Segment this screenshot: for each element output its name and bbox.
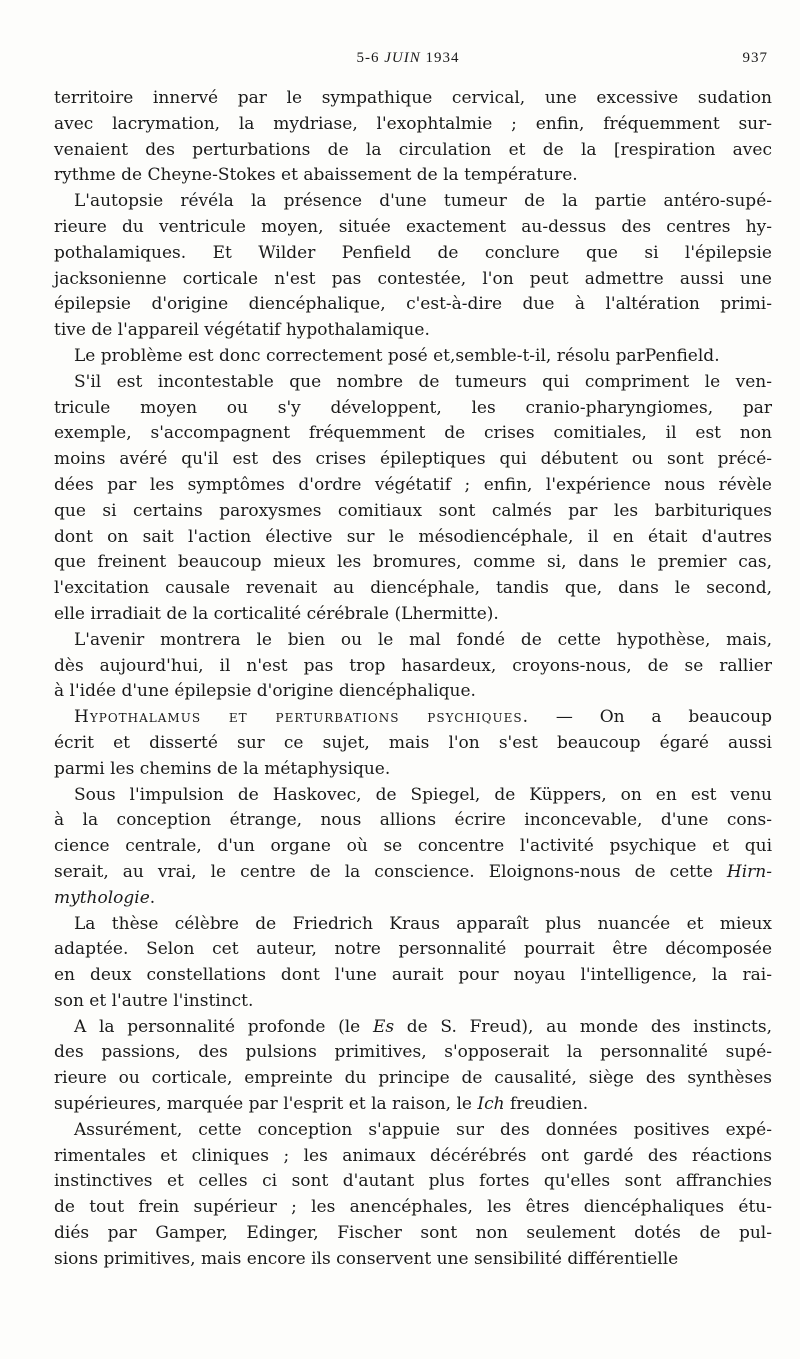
line-text: sions primitives, mais encore ils conservent une sensibilité différentielle: [54, 1248, 679, 1269]
line-text: exemple, s'accompagnent fréquemment de crises comitiales, il est non: [54, 423, 772, 444]
text-line: [54, 860, 772, 886]
text-line: [54, 138, 772, 164]
text-line: [54, 912, 772, 938]
line-text: dées par les symptômes d'ordre végétatif ; enfin, l'expérience nous révèle: [54, 474, 772, 495]
line-text: L'avenir montrera le bien ou le mal fondé de cette hypothèse, mais,: [74, 629, 772, 650]
text-line: [54, 783, 772, 809]
text-line: [54, 215, 772, 241]
line-text: Assurément, cette conception s'appuie sur des données positives expé-: [74, 1119, 772, 1140]
text-line: [54, 447, 772, 473]
line-text: en deux constellations dont l'une aurait pour noyau l'intelligence, la rai-: [54, 965, 772, 986]
line-text: instinctives et celles ci sont d'autant plus fortes qu'elles sont affranchies: [54, 1171, 772, 1192]
text-line: [54, 421, 772, 447]
text-line: [54, 1015, 772, 1041]
line-text: S'il est incontestable que nombre de tumeurs qui compriment le ven-: [74, 371, 772, 392]
text-line: [54, 267, 772, 293]
text-line: [54, 937, 772, 963]
line-text: .: [149, 887, 156, 908]
text-line: [54, 834, 772, 860]
italic-term: mythologie: [54, 887, 150, 908]
text-line: [54, 1247, 772, 1273]
line-text: Le problème est donc correctement posé et,semble-t-il, résolu parPenfield.: [74, 345, 720, 366]
line-text: Sous l'impulsion de Haskovec, de Spiegel, de Küppers, on en est venu: [74, 784, 772, 805]
text-line: [54, 989, 772, 1015]
line-text: territoire innervé par le sympathique cervical, une excessive sudation: [54, 88, 772, 108]
text-line: [54, 1066, 772, 1092]
text-line: [54, 189, 772, 215]
page-number: 937: [742, 50, 768, 66]
text-line: [54, 1221, 772, 1247]
text-line: [54, 525, 772, 551]
text-line: [54, 318, 772, 344]
text-line: [54, 396, 772, 422]
line-text: dès aujourd'hui, il n'est pas trop hasardeux, croyons-nous, de se rallier: [54, 655, 772, 676]
line-text: tricule moyen ou s'y développent, les cranio-pharyngiomes, par: [54, 397, 772, 418]
line-text: moins avéré qu'il est des crises épileptiques qui débutent ou sont précé-: [54, 449, 772, 470]
line-text: — On a beaucoup: [529, 707, 773, 728]
text-line: [54, 1169, 772, 1195]
text-line: [54, 731, 772, 757]
line-text: A la personnalité profonde (le: [74, 1016, 373, 1037]
section-heading: Hypothalamus et perturbations psychiques.: [74, 707, 530, 728]
text-line: [54, 1144, 772, 1170]
line-text: elle irradiait de la corticalité cérébrale (Lhermitte).: [54, 603, 499, 624]
running-header: [48, 50, 768, 72]
line-text: l'excitation causale revenait au diencéphale, tandis que, dans le second,: [54, 578, 772, 599]
line-text: La thèse célèbre de Friedrich Kraus apparaît plus nuancée et mieux: [74, 913, 772, 934]
text-line: [54, 576, 772, 602]
text-line: [54, 163, 772, 189]
line-text: parmi les chemins de la métaphysique.: [54, 758, 391, 779]
line-text: freudien.: [504, 1094, 589, 1115]
text-line: [54, 679, 772, 705]
italic-term: Hirn-: [726, 861, 772, 882]
text-line: [54, 241, 772, 267]
text-line: [54, 370, 772, 396]
line-text: à l'idée d'une épilepsie d'origine diencéphalique.: [54, 681, 476, 702]
italic-term: Es: [372, 1016, 395, 1037]
text-line: [54, 602, 772, 628]
line-text: écrit et disserté sur ce sujet, mais l'on s'est beaucoup égaré aussi: [54, 732, 772, 753]
text-line: [54, 1092, 772, 1118]
text-line: [54, 963, 772, 989]
text-line: [54, 1118, 772, 1144]
line-text: de tout frein supérieur ; les anencéphales, les êtres diencéphaliques étu-: [54, 1197, 772, 1218]
text-line: [54, 344, 772, 370]
line-text: dont on sait l'action élective sur le mésodiencéphale, il en était d'autres: [54, 526, 772, 547]
line-text: que freinent beaucoup mieux les bromures, comme si, dans le premier cas,: [54, 552, 772, 573]
text-line: [54, 112, 772, 138]
line-text: L'autopsie révéla la présence d'une tumeur de la partie antéro-supé-: [74, 191, 772, 212]
line-text: épilepsie d'origine diencéphalique, c'est-à-dire due à l'altération primi-: [54, 294, 772, 315]
issue-date: 5-6 JUIN 1934: [356, 50, 460, 66]
text-line: [54, 628, 772, 654]
line-text: diés par Gamper, Edinger, Fischer sont non seulement dotés de pul-: [54, 1223, 772, 1244]
text-line: [54, 86, 772, 112]
text-line: [54, 808, 772, 834]
line-text: venaient des perturbations de la circulation et de la [respiration avec: [54, 139, 772, 160]
text-line: [54, 654, 772, 680]
line-text: avec lacrymation, la mydriase, l'exophtalmie ; enfin, fréquemment sur-: [54, 113, 772, 134]
line-text: rythme de Cheyne-Stokes et abaissement de la température.: [54, 165, 578, 186]
line-text: serait, au vrai, le centre de la conscience. Eloignons-nous de cette: [54, 861, 727, 882]
text-line: [54, 1040, 772, 1066]
text-line: [54, 886, 772, 912]
text-line: [54, 757, 772, 783]
line-text: son et l'autre l'instinct.: [54, 990, 254, 1011]
article-body: [54, 86, 772, 1273]
line-text: adaptée. Selon cet auteur, notre personnalité pourrait être décomposée: [54, 939, 772, 960]
line-text: rimentales et cliniques ; les animaux décérébrés ont gardé des réactions: [54, 1145, 772, 1166]
line-text: des passions, des pulsions primitives, s'opposerait la personnalité supé-: [54, 1042, 772, 1063]
line-text: à la conception étrange, nous allions écrire inconcevable, d'une cons-: [54, 810, 772, 831]
line-text: jacksonienne corticale n'est pas contestée, l'on peut admettre aussi une: [54, 268, 772, 289]
line-text: pothalamiques. Et Wilder Penfield de conclure que si l'épilepsie: [54, 242, 772, 263]
italic-term: Ich: [477, 1094, 505, 1115]
line-text: cience centrale, d'un organe où se concentre l'activité psychique et qui: [54, 836, 772, 857]
text-line: [54, 1195, 772, 1221]
line-text: supérieures, marquée par l'esprit et la raison, le: [54, 1094, 478, 1115]
text-line: [54, 550, 772, 576]
line-text: rieure du ventricule moyen, située exactement au-dessus des centres hy-: [54, 216, 772, 237]
text-line: [54, 292, 772, 318]
line-text: rieure ou corticale, empreinte du principe de causalité, siège des synthèses: [54, 1068, 772, 1089]
line-text: que si certains paroxysmes comitiaux sont calmés par les barbituriques: [54, 500, 772, 521]
text-line: [54, 705, 772, 731]
text-line: [54, 473, 772, 499]
line-text: de S. Freud), au monde des instincts,: [394, 1016, 772, 1037]
text-line: [54, 499, 772, 525]
line-text: tive de l'appareil végétatif hypothalamique.: [54, 320, 430, 341]
